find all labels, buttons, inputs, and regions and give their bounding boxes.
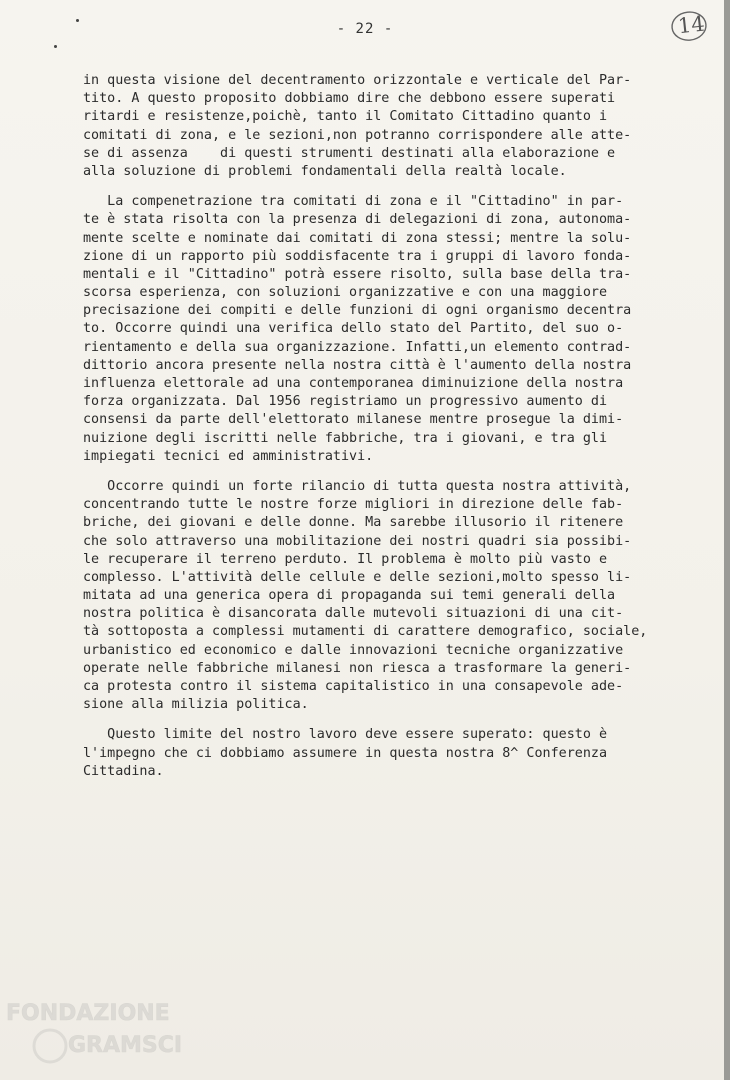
ink-speck xyxy=(54,45,57,48)
text-line: che solo attraverso una mobilitazione dei nostri quadri sia possibi- xyxy=(83,533,632,549)
paragraph-3 xyxy=(83,478,683,714)
text-line: urbanistico ed economico e dalle innovazioni tecniche organizzative xyxy=(83,642,624,658)
text-line: influenza elettorale ad una contemporanea diminuizione della nostra xyxy=(83,376,624,391)
text-line: dittorio ancora presente nella nostra città è l'aumento della nostra xyxy=(83,357,632,373)
text-line: Questo limite del nostro lavoro deve essere superato: questo è xyxy=(83,727,608,743)
text-line: se di assenza di questi strumenti destinati alla elaborazione e xyxy=(83,145,616,161)
text-line: nuizione degli iscritti nelle fabbriche, tra i giovani, e tra gli xyxy=(83,430,608,446)
text-line: complesso. L'attività delle cellule e delle sezioni,molto spesso li- xyxy=(83,569,632,585)
text-line: scorsa esperienza, con soluzioni organizzative e con una maggiore xyxy=(83,285,608,301)
text-line: zione di un rapporto più soddisfacente tra i gruppi di lavoro fonda- xyxy=(83,248,632,264)
text-line: le recuperare il terreno perduto. Il problema è molto più vasto e xyxy=(83,551,608,567)
text-line: nostra politica è disancorata dalle mutevoli situazioni di una cit- xyxy=(83,606,624,622)
text-line: consensi da parte dell'elettorato milanese mentre prosegue la dimi- xyxy=(83,412,624,428)
text-line: tà sottoposta a complessi mutamenti di carattere demografico, sociale, xyxy=(83,624,648,640)
text-line: te è stata risolta con la presenza di delegazioni di zona, autonoma- xyxy=(83,212,632,228)
text-line: concentrando tutte le nostre forze migliori in direzione delle fab- xyxy=(83,497,624,513)
text-line: rientamento e della sua organizzazione. Infatti,un elemento contrad- xyxy=(83,339,632,355)
text-line: ritardi e resistenze,poichè, tanto il Comitato Cittadino quanto i xyxy=(83,109,608,125)
paragraph-4 xyxy=(83,726,683,781)
text-line: mente scelte e nominate dai comitati di zona stessi; mentre la solu- xyxy=(83,230,632,246)
text-line: sione alla milizia politica. xyxy=(83,697,309,713)
sheet-number-text: 14 xyxy=(676,11,706,39)
text-line: La compenetrazione tra comitati di zona e il "Cittadino" in par- xyxy=(83,194,624,210)
text-line: l'impegno che ci dobbiamo assumere in questa nostra 8^ Conferenza xyxy=(83,745,608,761)
page-number: - 22 - xyxy=(336,21,394,37)
text-line: impiegati tecnici ed amministrativi. xyxy=(83,448,374,464)
watermark-line-2: GRAMSCI xyxy=(68,1033,183,1058)
text-line: to. Occorre quindi una verifica dello stato del Partito, del suo o- xyxy=(83,321,624,337)
paragraph-2 xyxy=(83,193,683,466)
watermark-line-1: FONDAZIONE xyxy=(6,1001,170,1026)
text-line: ca protesta contro il sistema capitalistico in una consapevole ade- xyxy=(83,679,624,694)
body-text xyxy=(83,72,683,793)
text-line: briche, dei giovani e delle donne. Ma sarebbe illusorio il ritenere xyxy=(83,515,624,531)
fondazione-gramsci-watermark xyxy=(2,996,262,1076)
paragraph-1 xyxy=(83,72,683,181)
text-line: in questa visione del decentramento orizzontale e verticale del Par- xyxy=(83,73,632,88)
text-line: precisazione dei compiti e delle funzioni di ogni organismo decentra xyxy=(83,303,632,319)
text-line: alla soluzione di problemi fondamentali della realtà locale. xyxy=(83,163,567,179)
text-line: mentali e il "Cittadino" potrà essere risolto, sulla base della tra- xyxy=(83,266,632,282)
watermark-logo-icon xyxy=(2,996,262,1076)
sheet-number-handwritten xyxy=(668,7,711,45)
text-line: tito. A questo proposito dobbiamo dire che debbono essere superati xyxy=(83,91,616,107)
text-line: Cittadina. xyxy=(83,763,164,779)
text-line: operate nelle fabbriche milanesi non riesca a trasformare la generi- xyxy=(83,660,632,676)
text-line: Occorre quindi un forte rilancio di tutta questa nostra attività, xyxy=(83,478,632,494)
page-edge-shadow xyxy=(724,0,730,1080)
text-line: mitata ad una generica opera di propaganda sui temi generali della xyxy=(83,588,616,604)
text-line: forza organizzata. Dal 1956 registriamo un progressivo aumento di xyxy=(83,394,608,410)
text-line: comitati di zona, e le sezioni,non potranno corrispondere alle atte- xyxy=(83,127,632,143)
